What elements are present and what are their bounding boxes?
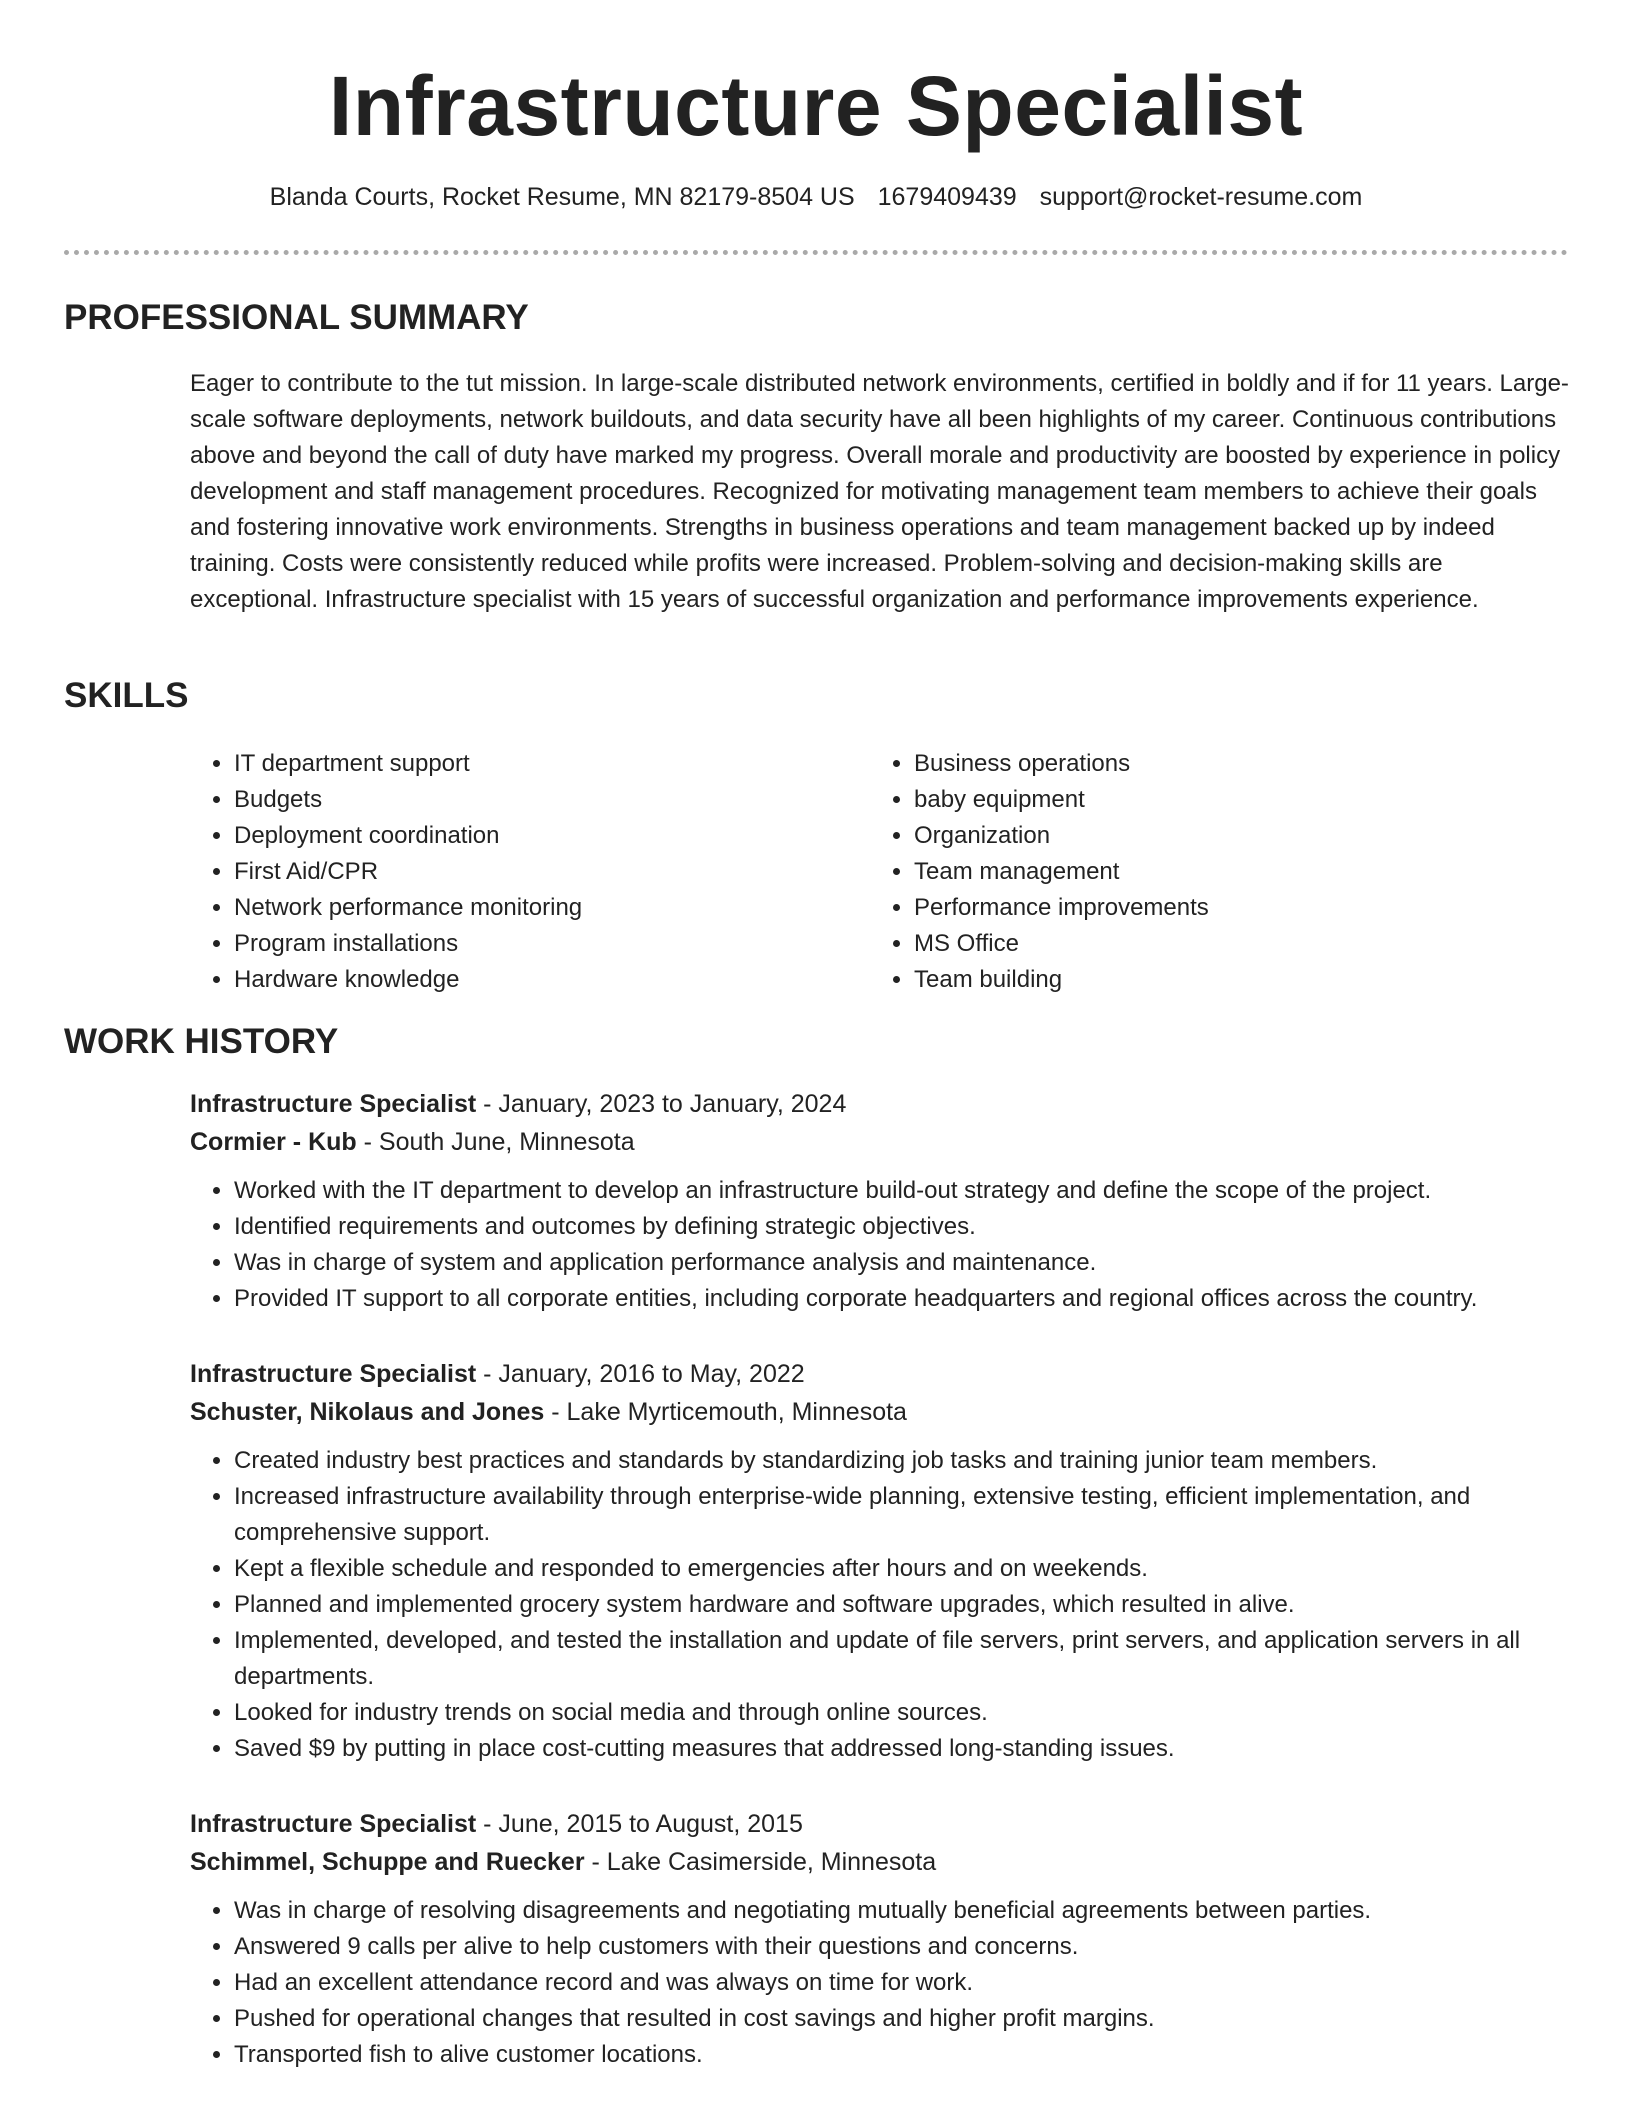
- job-title-line: [190, 1085, 1580, 1123]
- skill-item: • Network performance monitoring: [234, 890, 870, 926]
- job-bullet: • Had an excellent attendance record and was always on time for work.: [234, 1965, 1580, 2001]
- skill-item: • Hardware knowledge: [234, 962, 870, 998]
- job-bullet: • Answered 9 calls per alive to help customers with their questions and concerns.: [234, 1929, 1580, 1965]
- job-role: Infrastructure Specialist: [190, 1360, 477, 1388]
- job-bullets: [190, 1173, 1580, 1317]
- work-history-heading: WORK HISTORY: [64, 1022, 339, 1061]
- job-company-line: [190, 1393, 1580, 1431]
- job-bullet: • Identified requirements and outcomes by defining strategic objectives.: [234, 1209, 1580, 1245]
- job-bullet: • Was in charge of system and application performance analysis and maintenance.: [234, 1245, 1580, 1281]
- job-title-line: [190, 1805, 1580, 1843]
- job-entry-2: [190, 1355, 1580, 1767]
- job-title-line: [190, 1355, 1580, 1393]
- job-entry-1: [190, 1085, 1580, 1317]
- job-company: Cormier - Kub: [190, 1128, 357, 1156]
- skills-column-2: [870, 746, 1514, 998]
- job-location: - Lake Casimerside, Minnesota: [584, 1848, 937, 1876]
- job-bullets: [190, 1443, 1580, 1767]
- job-bullets: [190, 1893, 1580, 2073]
- job-bullet: • Transported fish to alive customer locations.: [234, 2037, 1580, 2073]
- skill-item: • Deployment coordination: [234, 818, 870, 854]
- skills-heading: SKILLS: [64, 676, 189, 715]
- job-bullet: • Worked with the IT department to develop an infrastructure build-out strategy and define the scope of the project.: [234, 1173, 1580, 1209]
- skills-column-1: [190, 746, 870, 998]
- job-bullet: • Saved $9 by putting in place cost-cutting measures that addressed long-standing issues.: [234, 1731, 1580, 1767]
- header-divider: [64, 250, 1568, 255]
- contact-email: support@rocket-resume.com: [1039, 183, 1363, 211]
- job-bullet: • Planned and implemented grocery system hardware and software upgrades, which resulted in alive.: [234, 1587, 1580, 1623]
- skill-item: • baby equipment: [914, 782, 1514, 818]
- job-bullet: • Was in charge of resolving disagreements and negotiating mutually beneficial agreements between parties.: [234, 1893, 1580, 1929]
- candidate-name: Infrastructure Specialist: [328, 59, 1304, 153]
- job-bullet: • Looked for industry trends on social media and through online sources.: [234, 1695, 1580, 1731]
- job-dates: - January, 2016 to May, 2022: [476, 1360, 805, 1388]
- summary-heading: PROFESSIONAL SUMMARY: [64, 298, 529, 337]
- skill-item: • Organization: [914, 818, 1514, 854]
- job-entry-3: [190, 1805, 1580, 2073]
- job-bullet: • Implemented, developed, and tested the installation and update of file servers, print servers, and application servers in all departments.: [234, 1623, 1580, 1695]
- job-bullet: • Increased infrastructure availability through enterprise-wide planning, extensive testing, efficient implementation, and comprehensive support.: [234, 1479, 1580, 1551]
- contact-address: Blanda Courts, Rocket Resume, MN 82179-8504 US: [269, 183, 855, 211]
- job-company-line: [190, 1123, 1580, 1161]
- job-role: Infrastructure Specialist: [190, 1090, 477, 1118]
- skill-item: • Business operations: [914, 746, 1514, 782]
- job-dates: - January, 2023 to January, 2024: [476, 1090, 847, 1118]
- skill-item: • Team management: [914, 854, 1514, 890]
- job-bullet: • Provided IT support to all corporate entities, including corporate headquarters and regional offices across the country.: [234, 1281, 1580, 1317]
- contact-phone: 1679409439: [877, 183, 1017, 211]
- skill-item: • IT department support: [234, 746, 870, 782]
- job-company-line: [190, 1843, 1580, 1881]
- contact-line: [0, 180, 1632, 214]
- skill-item: • MS Office: [914, 926, 1514, 962]
- skill-item: • Performance improvements: [914, 890, 1514, 926]
- skill-item: • First Aid/CPR: [234, 854, 870, 890]
- job-location: - Lake Myrticemouth, Minnesota: [544, 1398, 907, 1426]
- job-company: Schimmel, Schuppe and Ruecker: [190, 1848, 585, 1876]
- job-company: Schuster, Nikolaus and Jones: [190, 1398, 545, 1426]
- summary-text: Eager to contribute to the tut mission. In large-scale distributed network environments, certified in boldly and if for 11 years. Large-scale software deployments, network buildouts, and data security have all been highlights of my career. Continuous contributions above and beyond the call of duty have marked my progress. Overall morale and productivity are boosted by experience in policy development and staff management procedures. Recognized for motivating management team members to achieve their goals and fostering innovative work environments. Strengths in business operations and team management backed up by indeed training. Costs were consistently reduced while profits were increased. Problem-solving and decision-making skills are exceptional. Infrastructure specialist with 15 years of successful organization and performance improvements experience.: [190, 370, 1569, 613]
- job-role: Infrastructure Specialist: [190, 1810, 477, 1838]
- job-bullet: • Pushed for operational changes that resulted in cost savings and higher profit margins.: [234, 2001, 1580, 2037]
- job-bullet: • Kept a flexible schedule and responded to emergencies after hours and on weekends.: [234, 1551, 1580, 1587]
- job-location: - South June, Minnesota: [356, 1128, 635, 1156]
- skill-item: • Budgets: [234, 782, 870, 818]
- job-dates: - June, 2015 to August, 2015: [476, 1810, 803, 1838]
- job-bullet: • Created industry best practices and standards by standardizing job tasks and training junior team members.: [234, 1443, 1580, 1479]
- skill-item: • Program installations: [234, 926, 870, 962]
- skill-item: • Team building: [914, 962, 1514, 998]
- skills-list: [190, 746, 1570, 998]
